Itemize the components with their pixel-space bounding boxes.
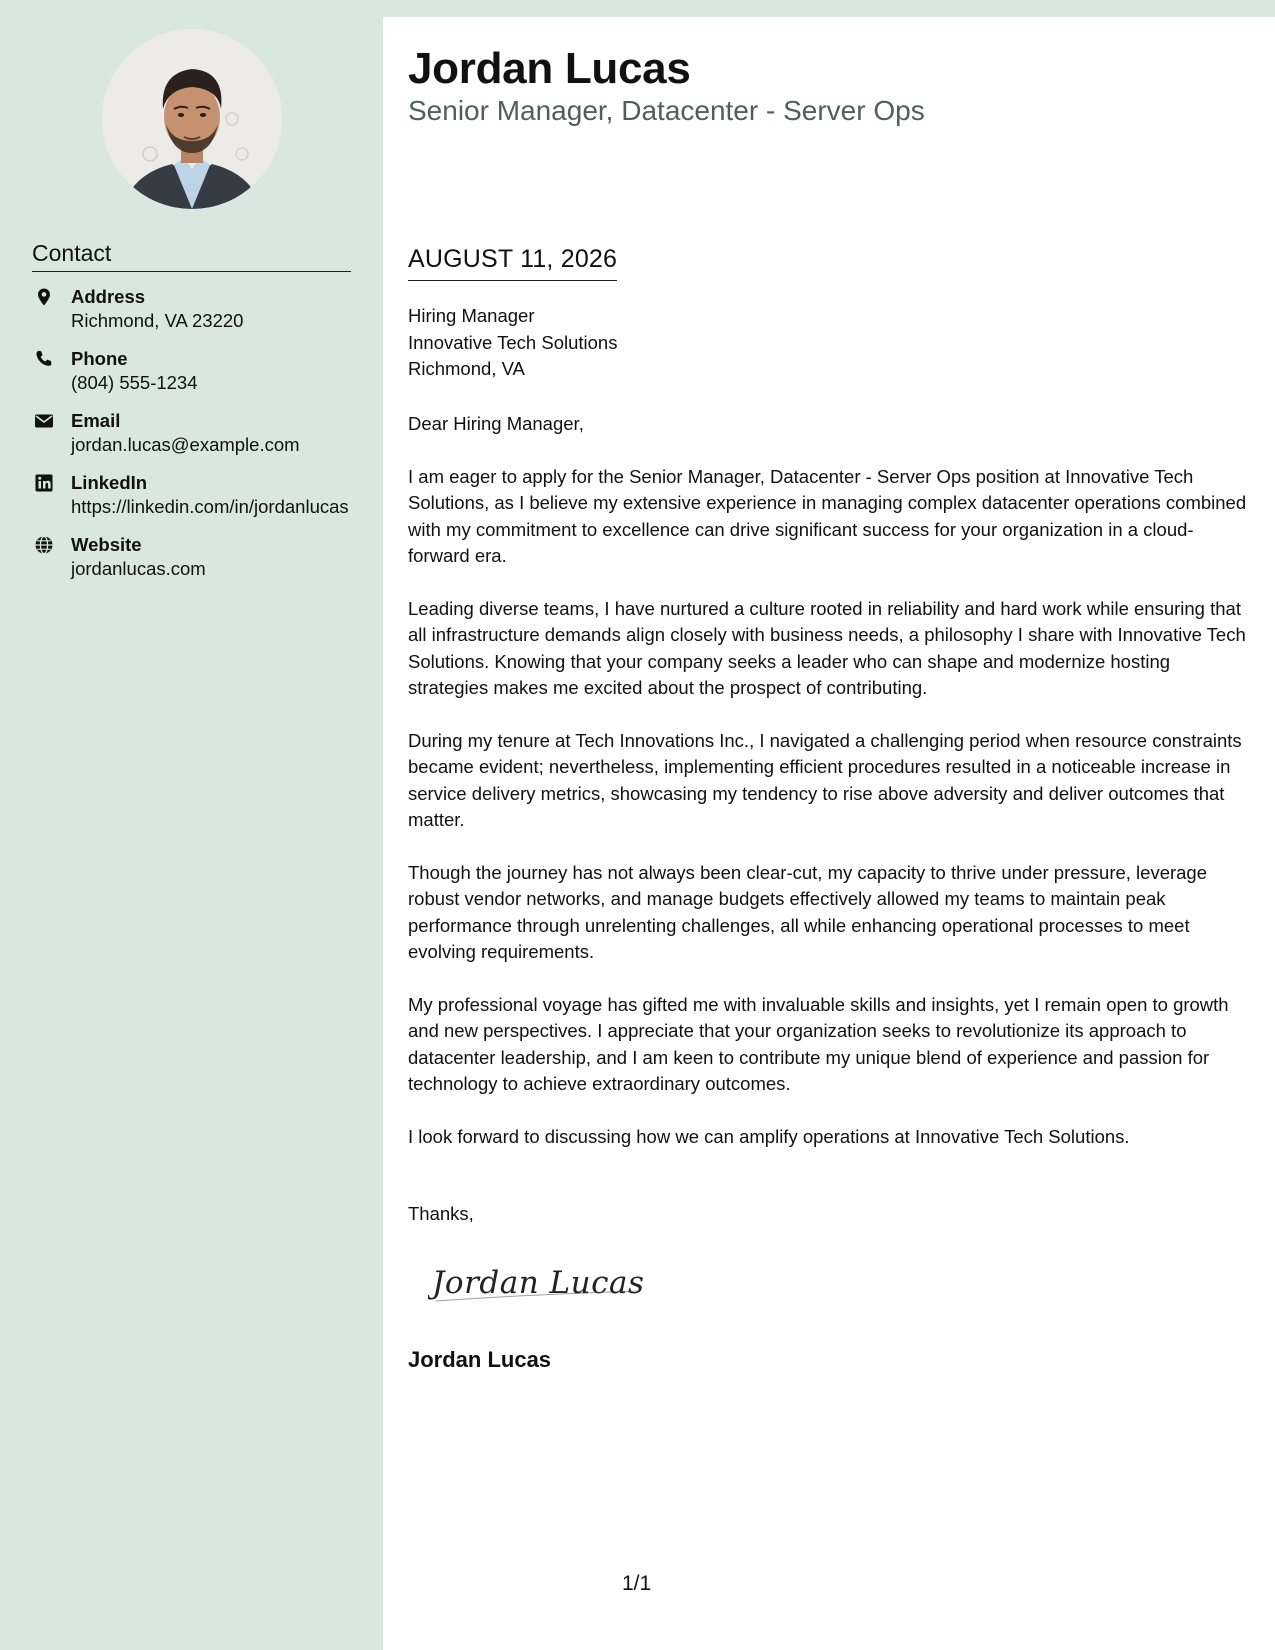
recipient-line: Hiring Manager [408, 305, 535, 326]
contact-label: Email [71, 410, 121, 431]
salutation: Dear Hiring Manager, [408, 413, 584, 434]
envelope-icon [34, 411, 54, 431]
job-title: Senior Manager, Datacenter - Server Ops [408, 95, 925, 126]
contact-label: Website [71, 534, 142, 555]
contact-label: LinkedIn [71, 472, 148, 493]
body-paragraph: My professional voyage has gifted me with invaluable skills and insights, yet I remain open to growth and new perspectives. I appreciate that your organization seeks to revolutionize its approach to datacenter leadership, and I am keen to contribute my unique blend of experience and passion for technology to achieve extraordinary outcomes. [408, 993, 1229, 1095]
closing: Thanks, [408, 1203, 474, 1224]
contact-label: Phone [71, 348, 128, 369]
body-paragraph: Though the journey has not always been clear-cut, my capacity to thrive under pressure, leverage robust vendor networks, and manage budgets effectively allowed my teams to maintain peak performance through unrelenting challenges, all while enhancing operational processes to meet evolving requirements. [408, 861, 1208, 963]
contact-item-email [32, 409, 352, 457]
avatar [102, 29, 282, 209]
signature-image [428, 1255, 648, 1305]
contact-item-phone [32, 347, 352, 395]
map-pin-icon [34, 287, 54, 307]
phone-value: (804) 555-1234 [71, 372, 198, 393]
profile-photo-icon [102, 29, 282, 209]
phone-icon [34, 349, 54, 369]
letter-date: AUGUST 11, 2026 [408, 245, 617, 281]
linkedin-value[interactable]: https://linkedin.com/in/jordanlucas [71, 496, 349, 517]
applicant-name: Jordan Lucas [408, 44, 691, 93]
globe-icon [34, 535, 54, 555]
body-paragraph: I look forward to discussing how we can amplify operations at Innovative Tech Solutions. [408, 1125, 1130, 1147]
linkedin-icon [34, 473, 54, 493]
body-paragraph: Leading diverse teams, I have nurtured a culture rooted in reliability and hard work while ensuring that all infrastructure demands align closely with business needs, a philosophy I share with Innovative Tech Solutions. Knowing that your company seeks a leader who can shape and modernize hosting strategies makes me excited about the prospect of contributing. [408, 597, 1246, 699]
letter-body [408, 411, 1253, 1177]
contact-heading: Contact [32, 240, 351, 272]
contact-item-linkedin [32, 471, 352, 519]
address-value: Richmond, VA 23220 [71, 310, 244, 331]
recipient-line: Richmond, VA [408, 358, 525, 379]
email-value[interactable]: jordan.lucas@example.com [71, 434, 300, 455]
recipient-block [408, 303, 617, 383]
body-paragraph: I am eager to apply for the Senior Manager, Datacenter - Server Ops position at Innovative Tech Solutions, as I believe my extensive experience in managing complex datacenter operations combined with my commitment to excellence can drive significant success for your organization in a cloud-forward era. [408, 465, 1247, 567]
signer-name: Jordan Lucas [408, 1347, 552, 1372]
signature-text: Jordan Lucas [432, 1265, 645, 1301]
recipient-line: Innovative Tech Solutions [408, 331, 618, 353]
contact-list [32, 285, 352, 595]
page-number: 1/1 [622, 1572, 652, 1595]
contact-label: Address [71, 286, 146, 307]
contact-item-website [32, 533, 352, 581]
contact-item-address [32, 285, 352, 333]
sidebar [0, 0, 383, 1650]
body-paragraph: During my tenure at Tech Innovations Inc., I navigated a challenging period when resource constraints became evident; nevertheless, implementing efficient procedures resulted in a noticeable increase in service delivery metrics, showcasing my tendency to rise above adversity and deliver outcomes that matter. [408, 729, 1242, 831]
website-value[interactable]: jordanlucas.com [71, 558, 206, 579]
